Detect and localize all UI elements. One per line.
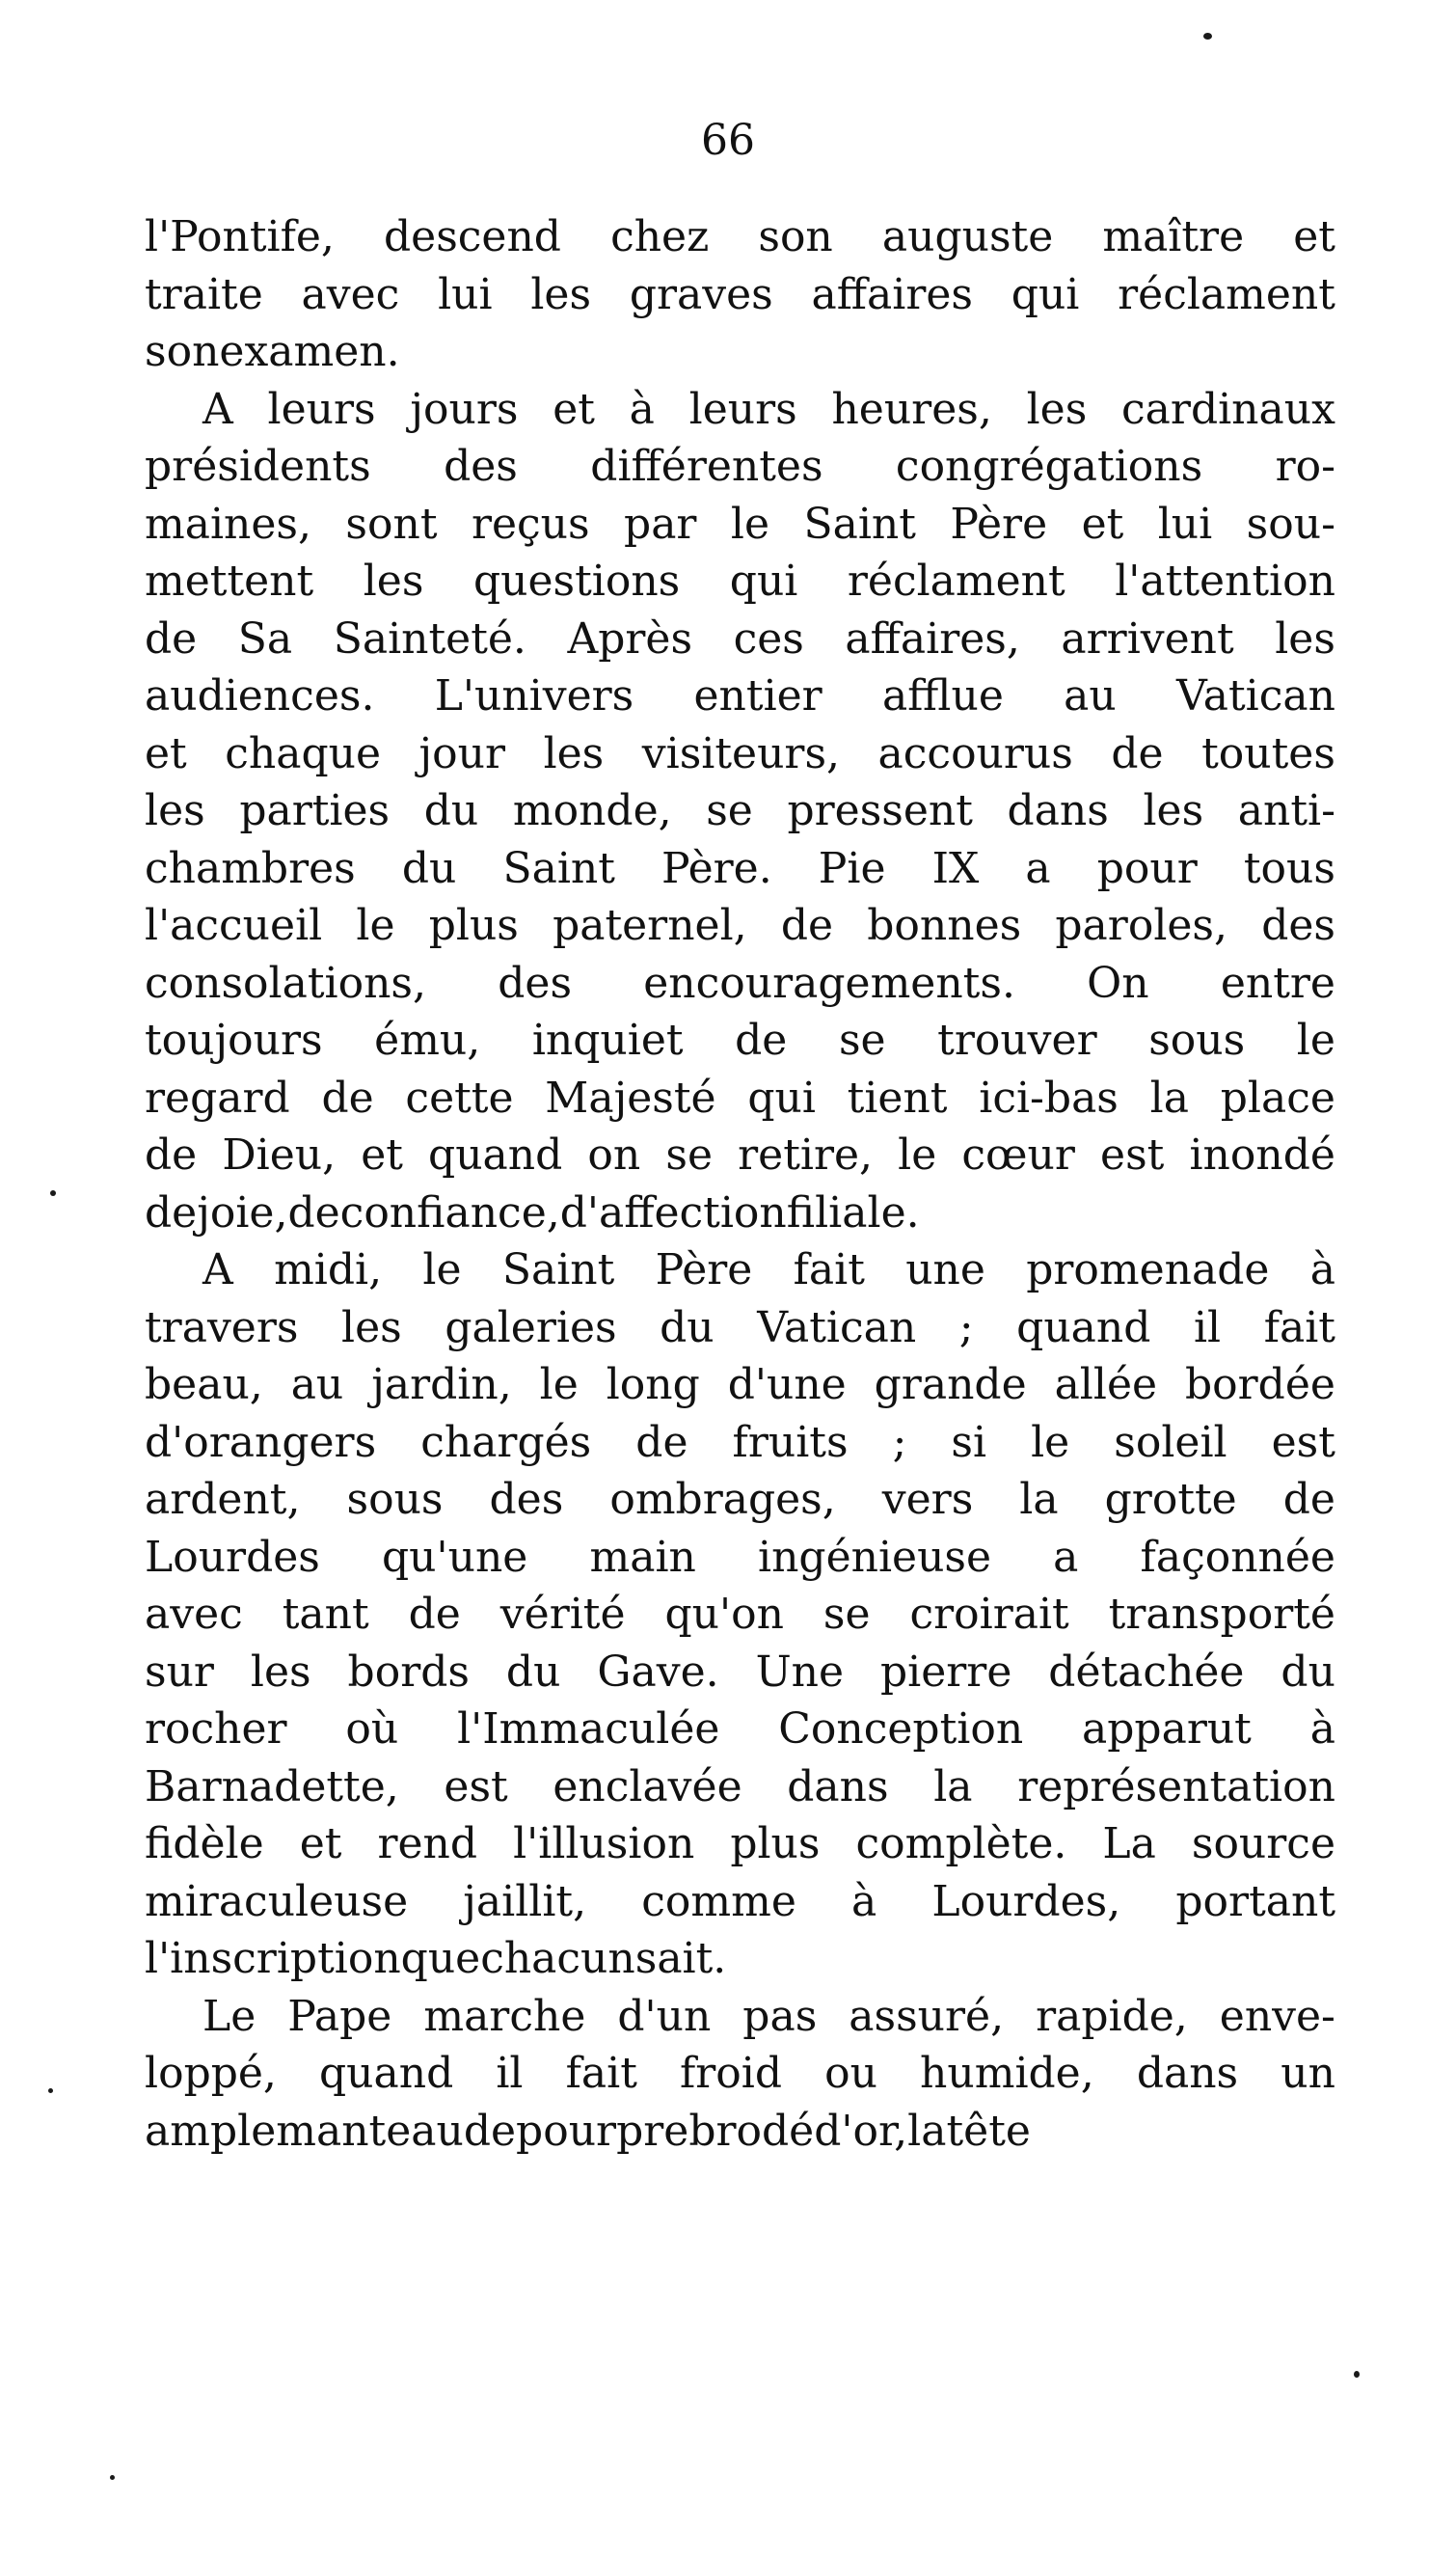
text-line: son examen.: [145, 327, 400, 376]
text-line: beau, au jardin, le long d'une grande allée bordée: [145, 1360, 1335, 1409]
body-text: [145, 208, 1335, 2160]
text-line: Le Pape marche d'un pas assuré, rapide, enve-: [202, 1991, 1335, 2041]
text-line: traite avec lui les graves affaires qui réclament: [145, 269, 1335, 319]
text-line: fidèle et rend l'illusion plus complète. La source: [145, 1819, 1335, 1868]
text-line: Barnadette, est enclavée dans la représentation: [145, 1761, 1335, 1811]
text-line: de Dieu, et quand on se retire, le cœur est inondé: [145, 1130, 1335, 1180]
text-line: ardent, sous des ombrages, vers la grotte de: [145, 1475, 1335, 1524]
text-line: l'accueil le plus paternel, de bonnes paroles, des: [145, 901, 1335, 950]
text-line: avec tant de vérité qu'on se croirait transporté: [145, 1590, 1335, 1639]
text-line: de Sa Sainteté. Après ces affaires, arrivent les: [145, 613, 1335, 664]
paragraph: [145, 1241, 1335, 1988]
text-line: consolations, des encouragements. On entre: [145, 958, 1335, 1008]
text-line: toujours ému, inquiet de se trouver sous le: [145, 1016, 1335, 1065]
scan-speck: [1354, 2371, 1360, 2378]
text-line: A midi, le Saint Père fait une promenade à: [202, 1245, 1335, 1294]
text-line: maines, sont reçus par le Saint Père et lui sou-: [145, 499, 1335, 549]
text-line: A leurs jours et à leurs heures, les cardinaux: [202, 384, 1335, 434]
scan-speck: [110, 2475, 115, 2480]
text-line: sur les bords du Gave. Une pierre détachée du: [145, 1647, 1335, 1697]
paragraph: [145, 1988, 1335, 2161]
text-line: rocher où l'Immaculée Conception apparut à: [145, 1704, 1335, 1754]
text-line: travers les galeries du Vatican ; quand il fait: [145, 1302, 1335, 1352]
text-line: les parties du monde, se pressent dans les anti-: [145, 786, 1335, 835]
paragraph: [145, 208, 1335, 381]
text-line: audiences. L'univers entier afflue au Vatican: [145, 671, 1335, 721]
text-line: ample manteau de pourpre brodé d'or, la tête: [145, 2106, 1031, 2156]
text-line: mettent les questions qui réclament l'attention: [145, 557, 1335, 606]
scan-speck: [48, 2088, 53, 2093]
text-line: loppé, quand il fait froid ou humide, dans un: [145, 2049, 1335, 2098]
text-line: miraculeuse jaillit, comme à Lourdes, portant: [145, 1876, 1335, 1926]
text-line: Lourdes qu'une main ingénieuse a façonnée: [145, 1532, 1335, 1582]
text-line: de joie, de confiance, d'affection filiale.: [145, 1187, 920, 1238]
text-line: d'orangers chargés de fruits ; si le soleil est: [145, 1417, 1335, 1467]
text-line: regard de cette Majesté qui tient ici-bas la place: [145, 1073, 1335, 1123]
text-line: l'inscription que chacun sait.: [145, 1934, 727, 1983]
text-line: présidents des différentes congrégations ro-: [145, 442, 1335, 491]
paragraph: [145, 381, 1335, 1242]
scan-speck: [1203, 33, 1212, 40]
text-line: l'Pontife, descend chez son auguste maître et: [145, 212, 1335, 261]
text-line: chambres du Saint Père. Pie IX a pour tous: [145, 843, 1335, 893]
text-line: et chaque jour les visiteurs, accourus de toutes: [145, 728, 1335, 778]
page-number: 66: [701, 116, 755, 165]
scan-speck: [50, 1190, 56, 1196]
